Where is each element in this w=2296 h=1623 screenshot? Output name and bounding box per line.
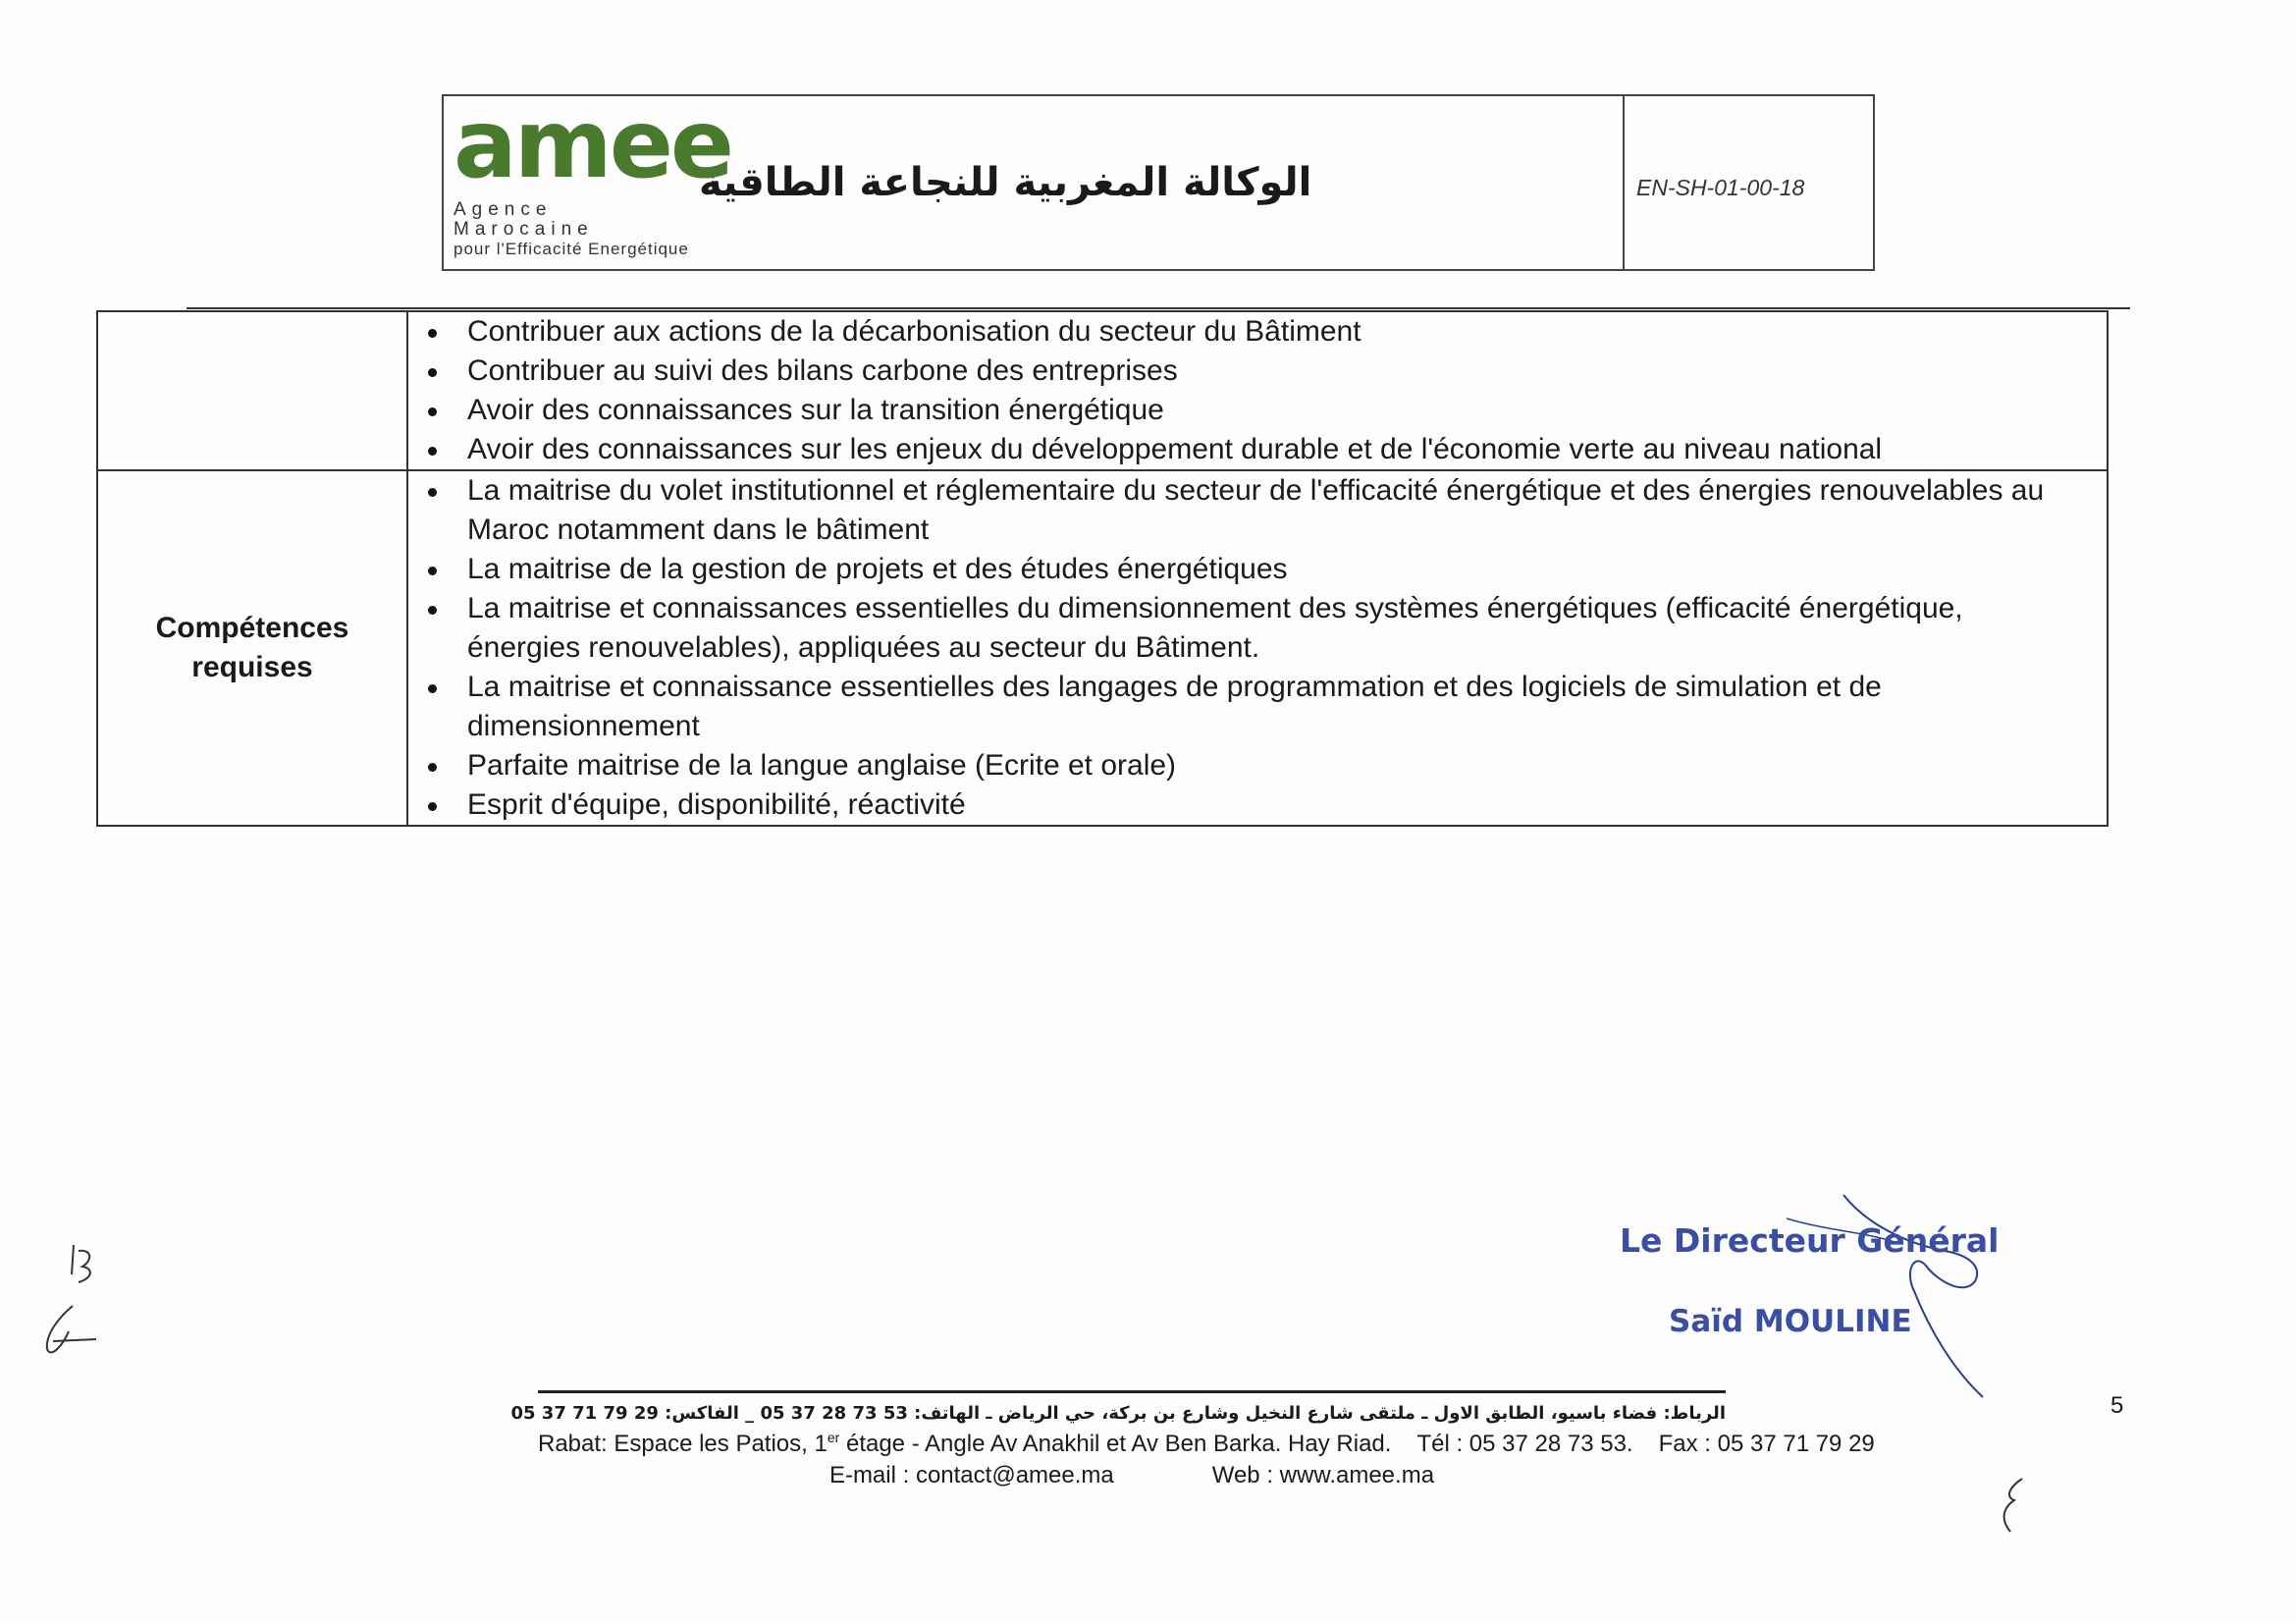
list-item: Parfaite maitrise de la langue anglaise (Ecrite et orale) (467, 746, 2077, 785)
list-item: Contribuer au suivi des bilans carbone des entreprises (467, 352, 2077, 391)
footer-email: E-mail : contact@amee.ma (828, 1462, 1114, 1488)
row1-label-cell (97, 311, 407, 470)
competences-list (408, 471, 2077, 825)
footer-address-end: étage - Angle Av Anakhil et Av Ben Barka. Hay Riad. (839, 1431, 1392, 1457)
handwritten-mark (1993, 1473, 2052, 1542)
logo-subtitle-line2: pour l'Efficacité Energétique (454, 240, 689, 258)
handwritten-initials (39, 1237, 108, 1365)
list-item: Esprit d'équipe, disponibilité, réactivité (467, 785, 2077, 825)
signatory-name: Saïd MOULINE (1669, 1304, 1912, 1339)
footer-website: Web : www.amee.ma (1211, 1462, 1435, 1488)
table-row (97, 311, 2108, 470)
logo-wordmark: amee (454, 89, 732, 199)
arabic-agency-title: الوكالة المغربية للنجاعة الطاقية (699, 160, 1312, 205)
list-item: La maitrise et connaissance essentielles des langages de programmation et des logiciels de simulation et de dimensionnement (467, 668, 2077, 746)
profile-table (96, 310, 2109, 827)
document-reference: EN-SH-01-00-18 (1623, 96, 1873, 269)
page-number: 5 (2110, 1392, 2124, 1419)
logo-subtitle-line1: Agence Marocaine (454, 199, 594, 240)
list-item: La maitrise du volet institutionnel et réglementaire du secteur de l'efficacité énergétique et des énergies renouvelables au Maroc notamment dans le bâtiment (467, 471, 2077, 550)
footer-arabic-address: الرباط: فضاء باسيو، الطابق الاول ـ ملتقى شارع النخيل وشارع بن بركة، حي الرياض ـ الهاتف: 53 73 28 37 05 _ الفاكس: 29 79 71 37 05 (510, 1403, 1726, 1424)
row1-list (408, 312, 2077, 469)
footer-contact-line (538, 1462, 1726, 1489)
document-footer (510, 1390, 1875, 1489)
table-row (97, 470, 2108, 826)
list-item: Contribuer aux actions de la décarbonisation du secteur du Bâtiment (467, 312, 2077, 352)
signatory-title: Le Directeur Général (1620, 1221, 2000, 1260)
handwritten-signature (1757, 1183, 2012, 1399)
footer-address-start: Rabat: Espace les Patios, 1 (538, 1431, 828, 1457)
document-header (442, 89, 1875, 271)
list-item: Avoir des connaissances sur les enjeux du développement durable et de l'économie verte au niveau national (467, 430, 2077, 469)
list-item: Avoir des connaissances sur la transition énergétique (467, 391, 2077, 430)
list-item: La maitrise de la gestion de projets et des études énergétiques (467, 550, 2077, 589)
amee-logo (444, 89, 732, 269)
competences-label: Compétences requises (97, 470, 407, 826)
footer-address-line (538, 1430, 1875, 1458)
row1-content-cell (407, 311, 2108, 470)
footer-address-superscript: er (827, 1430, 840, 1445)
list-item: La maitrise et connaissances essentielles du dimensionnement des systèmes énergétiques (efficacité énergétique, énergies renouvelables), appliquées au secteur du Bâtiment. (467, 589, 2077, 668)
footer-phone: Tél : 05 37 28 73 53. (1416, 1431, 1633, 1457)
header-divider (187, 307, 2130, 309)
footer-fax: Fax : 05 37 71 79 29 (1658, 1431, 1875, 1457)
competences-content-cell (407, 470, 2108, 826)
